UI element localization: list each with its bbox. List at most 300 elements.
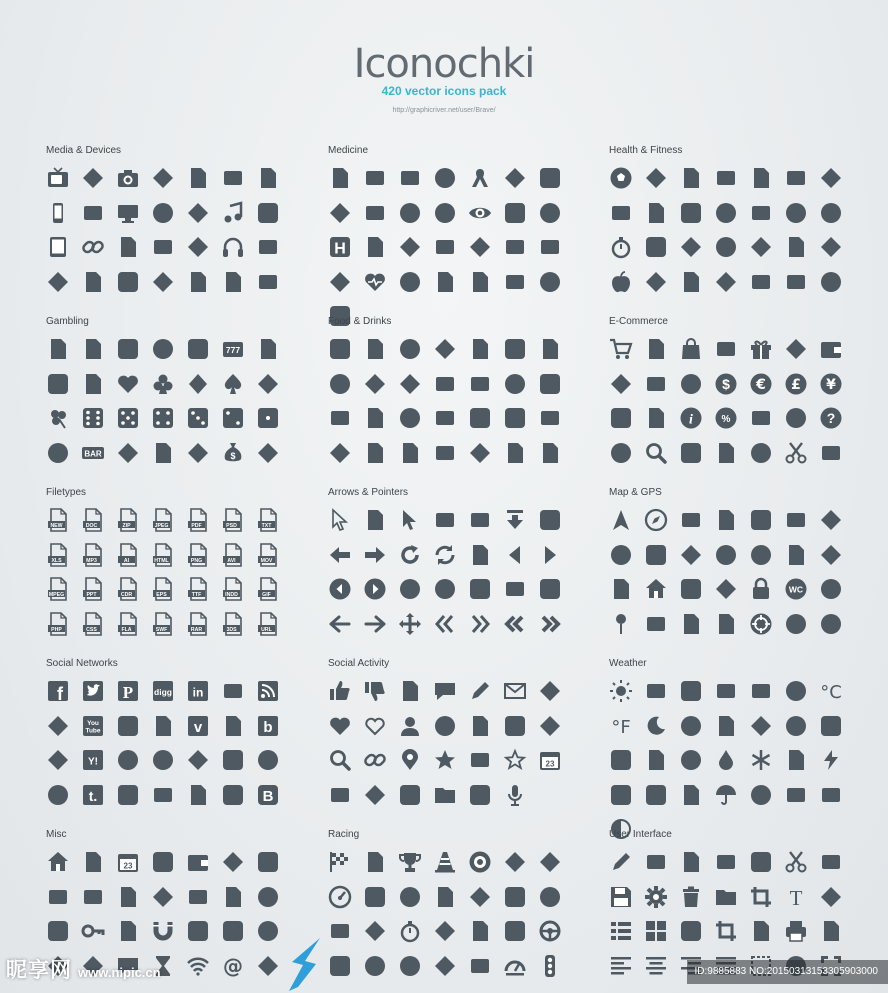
section-title: Medicine [328, 145, 369, 156]
svg-text:ZIP: ZIP [122, 522, 131, 529]
info-icon [679, 406, 703, 430]
new-file-icon [46, 508, 70, 532]
race-car-icon [538, 885, 562, 909]
watermark-id: ID:9885883 NO:20150313153305903000 [687, 960, 888, 984]
pills-capsule-icon [398, 235, 422, 259]
key-icon [81, 919, 105, 943]
win-badge-icon [256, 441, 280, 465]
svg-text:%: % [721, 414, 731, 425]
dna-icon [328, 270, 352, 294]
wind-icon [679, 783, 703, 807]
masks-icon [81, 885, 105, 909]
stopwatch-icon [609, 235, 633, 259]
tire-icon [398, 885, 422, 909]
tape-measure-icon [819, 201, 843, 225]
music-note-icon [221, 201, 245, 225]
checklist-icon [644, 270, 668, 294]
calendar-grid-icon [151, 850, 175, 874]
align-center-icon [644, 954, 668, 978]
dice-six-icon [81, 406, 105, 430]
php-file-icon [46, 612, 70, 636]
car-icon [328, 954, 352, 978]
scale-photo-icon [749, 201, 773, 225]
yahoo-icon [81, 748, 105, 772]
google-plus-icon [46, 714, 70, 738]
heart-outline-icon [363, 714, 387, 738]
home-icon [644, 577, 668, 601]
grid-small-icon [679, 919, 703, 943]
sync-icon [433, 543, 457, 567]
money-icon [186, 441, 210, 465]
svg-text:£: £ [791, 376, 801, 393]
behance-icon [256, 714, 280, 738]
speedometer-icon [328, 885, 352, 909]
camera-alt-icon [151, 166, 175, 190]
cassette-icon [116, 270, 140, 294]
html-file-icon [151, 543, 175, 567]
move-icon [398, 612, 422, 636]
map-location-icon [819, 612, 843, 636]
circle-right-icon [363, 577, 387, 601]
icon-grid [328, 166, 576, 328]
dice-five-icon [116, 406, 140, 430]
fuel-pump-icon [468, 885, 492, 909]
section-title: User Interface [609, 829, 672, 840]
tablet-icon [46, 235, 70, 259]
arrow-right-icon [363, 543, 387, 567]
section-arrows-pointers [328, 486, 576, 636]
youtube-icon [81, 714, 105, 738]
mortar-icon [538, 270, 562, 294]
donut-icon [503, 441, 527, 465]
section-social-activity [328, 657, 576, 807]
monitor-cart-icon [679, 441, 703, 465]
finish-line-icon [538, 850, 562, 874]
users-icon [538, 714, 562, 738]
hand-grip-icon [784, 166, 808, 190]
music-icon [398, 783, 422, 807]
wine-icon [468, 406, 492, 430]
card-player-icon [81, 372, 105, 396]
folder-icon [714, 885, 738, 909]
svg-text:INDD: INDD [225, 591, 238, 598]
road-icon [433, 954, 457, 978]
newspaper-icon [468, 783, 492, 807]
circle-download-icon [538, 577, 562, 601]
track-icon [328, 919, 352, 943]
section-title: Gambling [46, 316, 89, 327]
section-social-networks [46, 657, 294, 807]
juice-icon [433, 406, 457, 430]
treadmill-icon [644, 166, 668, 190]
icon-grid [609, 166, 857, 294]
svg-text:b: b [263, 718, 273, 736]
pencil-icon [468, 679, 492, 703]
section-title: E-Commerce [609, 316, 668, 327]
syringe-icon [503, 201, 527, 225]
linkedin-icon [186, 679, 210, 703]
monitor-icon [116, 201, 140, 225]
rocket-icon [186, 885, 210, 909]
svg-text:23: 23 [545, 759, 555, 769]
eraser-icon [679, 235, 703, 259]
tumblr-icon [81, 783, 105, 807]
heart-check-icon [749, 270, 773, 294]
section-title: Weather [609, 658, 647, 669]
svg-text:WC: WC [788, 584, 804, 595]
svg-text:PSD: PSD [226, 522, 237, 529]
nurse-icon [328, 201, 352, 225]
sale-badge-icon [784, 406, 808, 430]
section-title: Social Networks [46, 658, 118, 669]
raindrop-icon [714, 748, 738, 772]
bottle-icon [503, 406, 527, 430]
globe-route-icon [679, 612, 703, 636]
storm-icon [609, 748, 633, 772]
piggy-bank-icon [151, 885, 175, 909]
search-icon [328, 748, 352, 772]
gamepad-icon [221, 166, 245, 190]
apple-icon [609, 270, 633, 294]
svg-text:NEW: NEW [50, 522, 63, 529]
chevron-double-left-icon [433, 612, 457, 636]
star-icon [433, 748, 457, 772]
svg-text:TXT: TXT [261, 522, 272, 529]
cards-icon [186, 337, 210, 361]
yelp-icon [46, 748, 70, 772]
kettlebell-icon [714, 166, 738, 190]
bank-icon [714, 577, 738, 601]
slot-machine-icon [116, 337, 140, 361]
motorcycle-icon [398, 954, 422, 978]
rss-icon [256, 679, 280, 703]
garage-icon [503, 919, 527, 943]
phone-icon [46, 201, 70, 225]
sun-icon [609, 679, 633, 703]
wheel-icon [468, 850, 492, 874]
section-e-commerce [609, 315, 857, 465]
clapper-icon [186, 201, 210, 225]
safe-icon [256, 850, 280, 874]
protein-shake-icon [819, 166, 843, 190]
yoga-icon [749, 235, 773, 259]
virus-icon [433, 270, 457, 294]
watermark-logo-text: 昵享网 [6, 959, 72, 982]
wifi-icon [186, 954, 210, 978]
chevron-double-right-icon [468, 612, 492, 636]
dice-one-icon [256, 406, 280, 430]
thermometer-icon [433, 166, 457, 190]
microscope-icon [433, 235, 457, 259]
copy-icon [328, 783, 352, 807]
svg-text:v: v [193, 718, 203, 736]
svg-text:XLS: XLS [51, 557, 62, 564]
svg-text:SWF: SWF [155, 626, 168, 633]
chef-hat-icon [468, 441, 492, 465]
section-medicine [328, 144, 576, 328]
train-icon [679, 543, 703, 567]
mail-icon [503, 679, 527, 703]
temp-celsius-icon [749, 783, 773, 807]
medicine-bottle-icon [363, 235, 387, 259]
svg-text:PNG: PNG [190, 557, 203, 564]
microphone-icon [503, 783, 527, 807]
bandage-cross-icon [679, 270, 703, 294]
section-racing [328, 828, 576, 978]
alarm-clock-icon [221, 850, 245, 874]
svg-text:FLA: FLA [121, 626, 132, 633]
temp-fahrenheit-icon [784, 783, 808, 807]
double-right-icon [538, 612, 562, 636]
dealer-icon [46, 441, 70, 465]
palette-icon [46, 885, 70, 909]
diamond-suit-icon [186, 372, 210, 396]
section-weather [609, 657, 857, 841]
pin-icon [609, 612, 633, 636]
pipette-icon [749, 850, 773, 874]
avi-file-icon [221, 543, 245, 567]
briefcase-icon [116, 885, 140, 909]
ribbon-icon [468, 166, 492, 190]
facebook-icon [46, 679, 70, 703]
share-icon [256, 748, 280, 772]
support-agent-icon [819, 441, 843, 465]
settings-icon [644, 885, 668, 909]
pizza-icon [468, 372, 492, 396]
bread-icon [538, 372, 562, 396]
megaphone-icon [398, 679, 422, 703]
svg-text:f: f [57, 684, 63, 703]
airplane-icon [609, 543, 633, 567]
lastfm-icon [186, 748, 210, 772]
cake-slice-icon [363, 337, 387, 361]
swf-file-icon [151, 612, 175, 636]
download-icon [503, 508, 527, 532]
svg-text:AVI: AVI [227, 557, 236, 564]
cart-circle-icon [679, 577, 703, 601]
heart-icon [328, 714, 352, 738]
arrow-right-thin-icon [363, 612, 387, 636]
svg-text:EPS: EPS [156, 591, 167, 598]
edit-icon [819, 885, 843, 909]
stopwatch-icon [398, 919, 422, 943]
align-left-icon [609, 954, 633, 978]
pills-icon [363, 201, 387, 225]
svg-text:T: T [789, 885, 803, 909]
equalizer-icon [151, 235, 175, 259]
stethoscope-icon [503, 166, 527, 190]
page-subtitle: 420 vector icons pack [381, 84, 507, 98]
heart-suit-icon [116, 372, 140, 396]
beer-jug-icon [398, 406, 422, 430]
question-icon [819, 406, 843, 430]
thumbs-down-icon [363, 679, 387, 703]
svg-text:MOV: MOV [260, 557, 273, 564]
search-icon [644, 441, 668, 465]
flag-icon [749, 508, 773, 532]
aim-icon [151, 748, 175, 772]
wc-icon [784, 577, 808, 601]
helicopter-icon [468, 235, 492, 259]
shopping-bag-icon [679, 337, 703, 361]
caduceus-icon [398, 201, 422, 225]
thermometer-icon [784, 679, 808, 703]
snowflake-icon [749, 748, 773, 772]
hail-icon [644, 748, 668, 772]
vimeo-icon [186, 714, 210, 738]
flasks-icon [468, 270, 492, 294]
sunrise-icon [644, 679, 668, 703]
wallet-icon [186, 850, 210, 874]
traffic-cone-icon [433, 850, 457, 874]
heartbeat-icon [363, 270, 387, 294]
soup-icon [503, 337, 527, 361]
burger-icon [398, 372, 422, 396]
svg-text:CDR: CDR [120, 591, 133, 598]
grid-icon [644, 919, 668, 943]
beer-mug-icon [363, 406, 387, 430]
eye-icon [468, 201, 492, 225]
person-pin-icon [819, 508, 843, 532]
mov-file-icon [256, 543, 280, 567]
ipod-icon [81, 201, 105, 225]
casino-chip-icon [46, 337, 70, 361]
poker-chip-icon [81, 337, 105, 361]
horseshoe-icon [256, 337, 280, 361]
no-entry-icon [784, 612, 808, 636]
chat-dots-icon [363, 783, 387, 807]
speaker-icon [256, 235, 280, 259]
chalkboard-icon [81, 850, 105, 874]
weight-icon [784, 270, 808, 294]
pdf-file-icon [186, 508, 210, 532]
gift-card-icon [644, 372, 668, 396]
list-icon [609, 919, 633, 943]
snow-icon [819, 714, 843, 738]
celsius-icon [819, 679, 843, 703]
circle-sync-icon [503, 577, 527, 601]
section-user-interface [609, 828, 857, 978]
clover-icon [46, 406, 70, 430]
brush-icon [714, 850, 738, 874]
roulette-icon [151, 337, 175, 361]
globe-icon [609, 441, 633, 465]
cart-icon [609, 337, 633, 361]
eps-file-icon [151, 577, 175, 601]
link-icon [363, 748, 387, 772]
moon-cloud-alt-icon [714, 714, 738, 738]
svg-text:TTF: TTF [191, 591, 202, 598]
clipboard-icon [538, 201, 562, 225]
svg-text:23: 23 [123, 861, 133, 871]
dice-three-icon [186, 406, 210, 430]
section-media-devices [46, 144, 294, 294]
svg-text:AI: AI [123, 557, 130, 564]
radio-icon [81, 166, 105, 190]
ship-icon [714, 543, 738, 567]
svg-text:PPT: PPT [86, 591, 97, 598]
podium-icon [433, 885, 457, 909]
wind-sock-icon [644, 783, 668, 807]
coffee-cup-icon [328, 406, 352, 430]
watermark-logo [6, 956, 161, 986]
icon-grid [328, 508, 576, 636]
camera-icon [116, 166, 140, 190]
inbox-icon [749, 919, 773, 943]
start-icon [468, 954, 492, 978]
twitter-icon [81, 679, 105, 703]
section-title: Social Activity [328, 658, 390, 669]
thumbs-up-icon [328, 679, 352, 703]
section-map-gps [609, 486, 857, 636]
jackpot-777-icon [221, 337, 245, 361]
lightning-bolt-icon [286, 936, 322, 993]
scale-icon [644, 235, 668, 259]
engine-icon [503, 885, 527, 909]
feed-icon [186, 783, 210, 807]
header [0, 40, 888, 114]
triangle-right-icon [538, 543, 562, 567]
svg-text:MPEG: MPEG [48, 591, 65, 598]
moon-cloud-icon [679, 714, 703, 738]
section-title: Map & GPS [609, 487, 662, 498]
swimmer-icon [609, 201, 633, 225]
piston-icon [468, 919, 492, 943]
svg-text:€: € [756, 376, 766, 393]
cherries-icon [116, 441, 140, 465]
icon-grid [609, 679, 857, 841]
location-icon [398, 748, 422, 772]
icon-grid [609, 508, 857, 636]
blogger-chat-icon [116, 714, 140, 738]
section-filetypes [46, 486, 294, 636]
bar-icon [81, 441, 105, 465]
calculator-icon [151, 270, 175, 294]
section-title: Misc [46, 829, 67, 840]
hospital-icon [328, 235, 352, 259]
spade-suit-icon [221, 372, 245, 396]
pointer-outline-icon [328, 508, 352, 532]
pinterest-icon [116, 679, 140, 703]
flexing-arm-icon [784, 201, 808, 225]
gear-shift-icon [363, 919, 387, 943]
dribbble-icon [221, 679, 245, 703]
author-url[interactable]: http://graphicriver.net/user/Brave/ [392, 107, 496, 114]
svg-text:P: P [122, 683, 134, 702]
ketchup-icon [538, 441, 562, 465]
move-tool-icon [819, 919, 843, 943]
sun-cloud-icon [714, 679, 738, 703]
svg-text:°F: °F [611, 716, 631, 738]
svg-text:RAR: RAR [190, 626, 203, 633]
lemon-icon [151, 441, 175, 465]
icon-grid [46, 166, 294, 294]
pound-icon [784, 372, 808, 396]
indd-file-icon [221, 577, 245, 601]
dish-icon [468, 337, 492, 361]
headphones-icon [221, 235, 245, 259]
crop-tool-icon [749, 885, 773, 909]
tire-alt-icon [433, 919, 457, 943]
umbrella-icon [714, 783, 738, 807]
scales-icon [186, 919, 210, 943]
svg-text:i: i [689, 412, 693, 428]
cloud-sun-icon [749, 679, 773, 703]
dice-two-icon [221, 406, 245, 430]
body-female-icon [714, 201, 738, 225]
jester-hat-icon [256, 372, 280, 396]
section-food-drinks [328, 315, 576, 465]
